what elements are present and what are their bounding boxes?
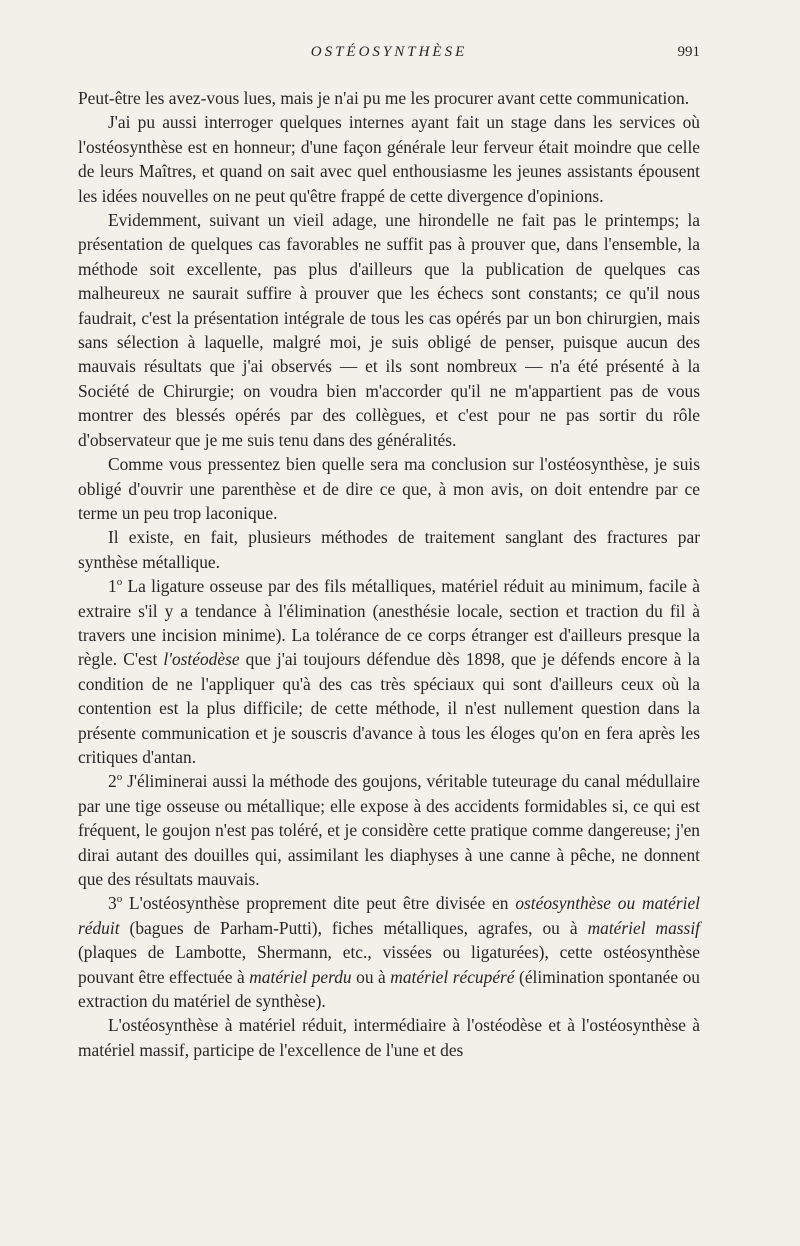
- page-number: 991: [677, 44, 700, 60]
- text-run: J'éliminerai aussi la méthode des goujons, véritable tuteurage du canal médullaire par une tige osseuse ou métallique; elle expose à des accidents formidables si, ce qui est fréquent, le goujon n'est pas toléré, et je considère cette pratique comme dangereuse; j'en dirai autant des douilles qui, assimilant les diaphyses à une canne à pêche, ne donnent que des résultats mauvais.: [78, 771, 700, 889]
- text-run: Il existe, en fait, plusieurs méthodes de traitement sanglant des fractures par synthèse métallique.: [78, 527, 700, 572]
- italic-term: matériel récupéré: [390, 966, 515, 987]
- text-run: (bagues de Parham-Putti), fiches métalliques, agrafes, ou à: [119, 917, 588, 938]
- text-run: (plaques de Lambotte, Shermann, etc., vissées ou ligaturées), cette ostéosynthèse pouvant être effectuée à: [78, 942, 700, 987]
- text-run: 2: [108, 771, 117, 792]
- page-header: [78, 44, 700, 66]
- ordinal-superscript: o: [116, 893, 123, 906]
- paragraph: [78, 769, 700, 891]
- text-run: La ligature osseuse par des fils métalliques, matériel réduit au minimum, facile à extraire s'il y a tendance à l'élimination (anesthésie locale, section et traction du fil à travers une incision minime). La tolérance de ce corps étranger est d'ailleurs presque la règle. C'est: [78, 576, 700, 670]
- ordinal-superscript: o: [116, 576, 123, 589]
- ordinal-superscript: o: [116, 771, 123, 784]
- italic-term: matériel perdu: [249, 966, 352, 987]
- text-run: J'ai pu aussi interroger quelques internes ayant fait un stage dans les services où l'ostéosynthèse est en honneur; d'une façon générale leur ferveur était moindre que celle de leurs Maîtres, et quand on sait avec quel enthousiasme les jeunes assistants épousent les idées nouvelles on ne peut qu'être frappé de cette divergence d'opinions.: [78, 112, 700, 206]
- running-title: OSTÉOSYNTHÈSE: [310, 44, 468, 60]
- text-run: que j'ai toujours défendue dès 1898, que je défends encore à la condition de ne l'appliquer qu'à des cas très spéciaux qui sont d'ailleurs ceux où la contention est la plus difficile; de cette méthode, il n'est nullement question dans la présente communication et je souscris d'avance à tous les éloges qu'on en fera après les critiques d'antan.: [78, 649, 700, 767]
- text-run: (élimination spontanée ou extraction du matériel de synthèse).: [78, 966, 700, 1012]
- paragraph: [78, 574, 700, 769]
- paragraph: [78, 110, 700, 208]
- paragraph: [78, 86, 700, 110]
- paragraph: [78, 891, 700, 1013]
- italic-term: matériel massif: [587, 917, 700, 938]
- text-run: ou à: [351, 966, 391, 987]
- paragraph: [78, 208, 700, 452]
- italic-term: ostéosynthèse ou matériel réduit: [78, 893, 700, 938]
- text-run: Comme vous pressentez bien quelle sera ma conclusion sur l'ostéosynthèse, je suis obligé d'ouvrir une parenthèse et de dire ce que, à mon avis, on doit entendre par ce terme un peu trop laconique.: [78, 454, 700, 523]
- text-run: Peut-être les avez-vous lues, mais je n'ai pu me les procurer avant cette communication.: [78, 88, 690, 108]
- paragraph: [78, 1013, 700, 1062]
- body-text: [78, 86, 700, 1062]
- paragraph: [78, 525, 700, 574]
- text-run: Evidemment, suivant un vieil adage, une hirondelle ne fait pas le printemps; la présentation de quelques cas favorables ne suffit pas à prouver que, dans l'ensemble, la méthode soit excellente, pas plus d'ailleurs que la publication de quelques cas malheureux ne saurait suffire à prouver que les échecs sont constants; ce qu'il nous faudrait, c'est la présentation intégrale de tous les cas opérés par un bon chirurgien, mais sans sélection à laquelle, malgré moi, je suis obligé de penser, puisque aucun des mauvais résultats que j'ai observés — et ils sont nombreux — n'a été présenté à la Société de Chirurgie; on voudra bien m'accorder qu'il ne m'appartient pas de vous montrer des blessés opérés par des collègues, et c'est pour ne pas sortir du rôle d'observateur que je me suis tenu dans des généralités.: [78, 210, 700, 450]
- text-run: L'ostéosynthèse à matériel réduit, intermédiaire à l'ostéodèse et à l'ostéosynthèse à matériel massif, participe de l'excellence de l'une et des: [78, 1015, 700, 1060]
- italic-term: l'ostéodèse: [163, 649, 240, 670]
- paragraph: [78, 452, 700, 525]
- text-run: 3: [108, 893, 117, 914]
- text-run: 1: [108, 576, 117, 597]
- text-run: L'ostéosynthèse proprement dite peut être divisée en: [122, 893, 516, 914]
